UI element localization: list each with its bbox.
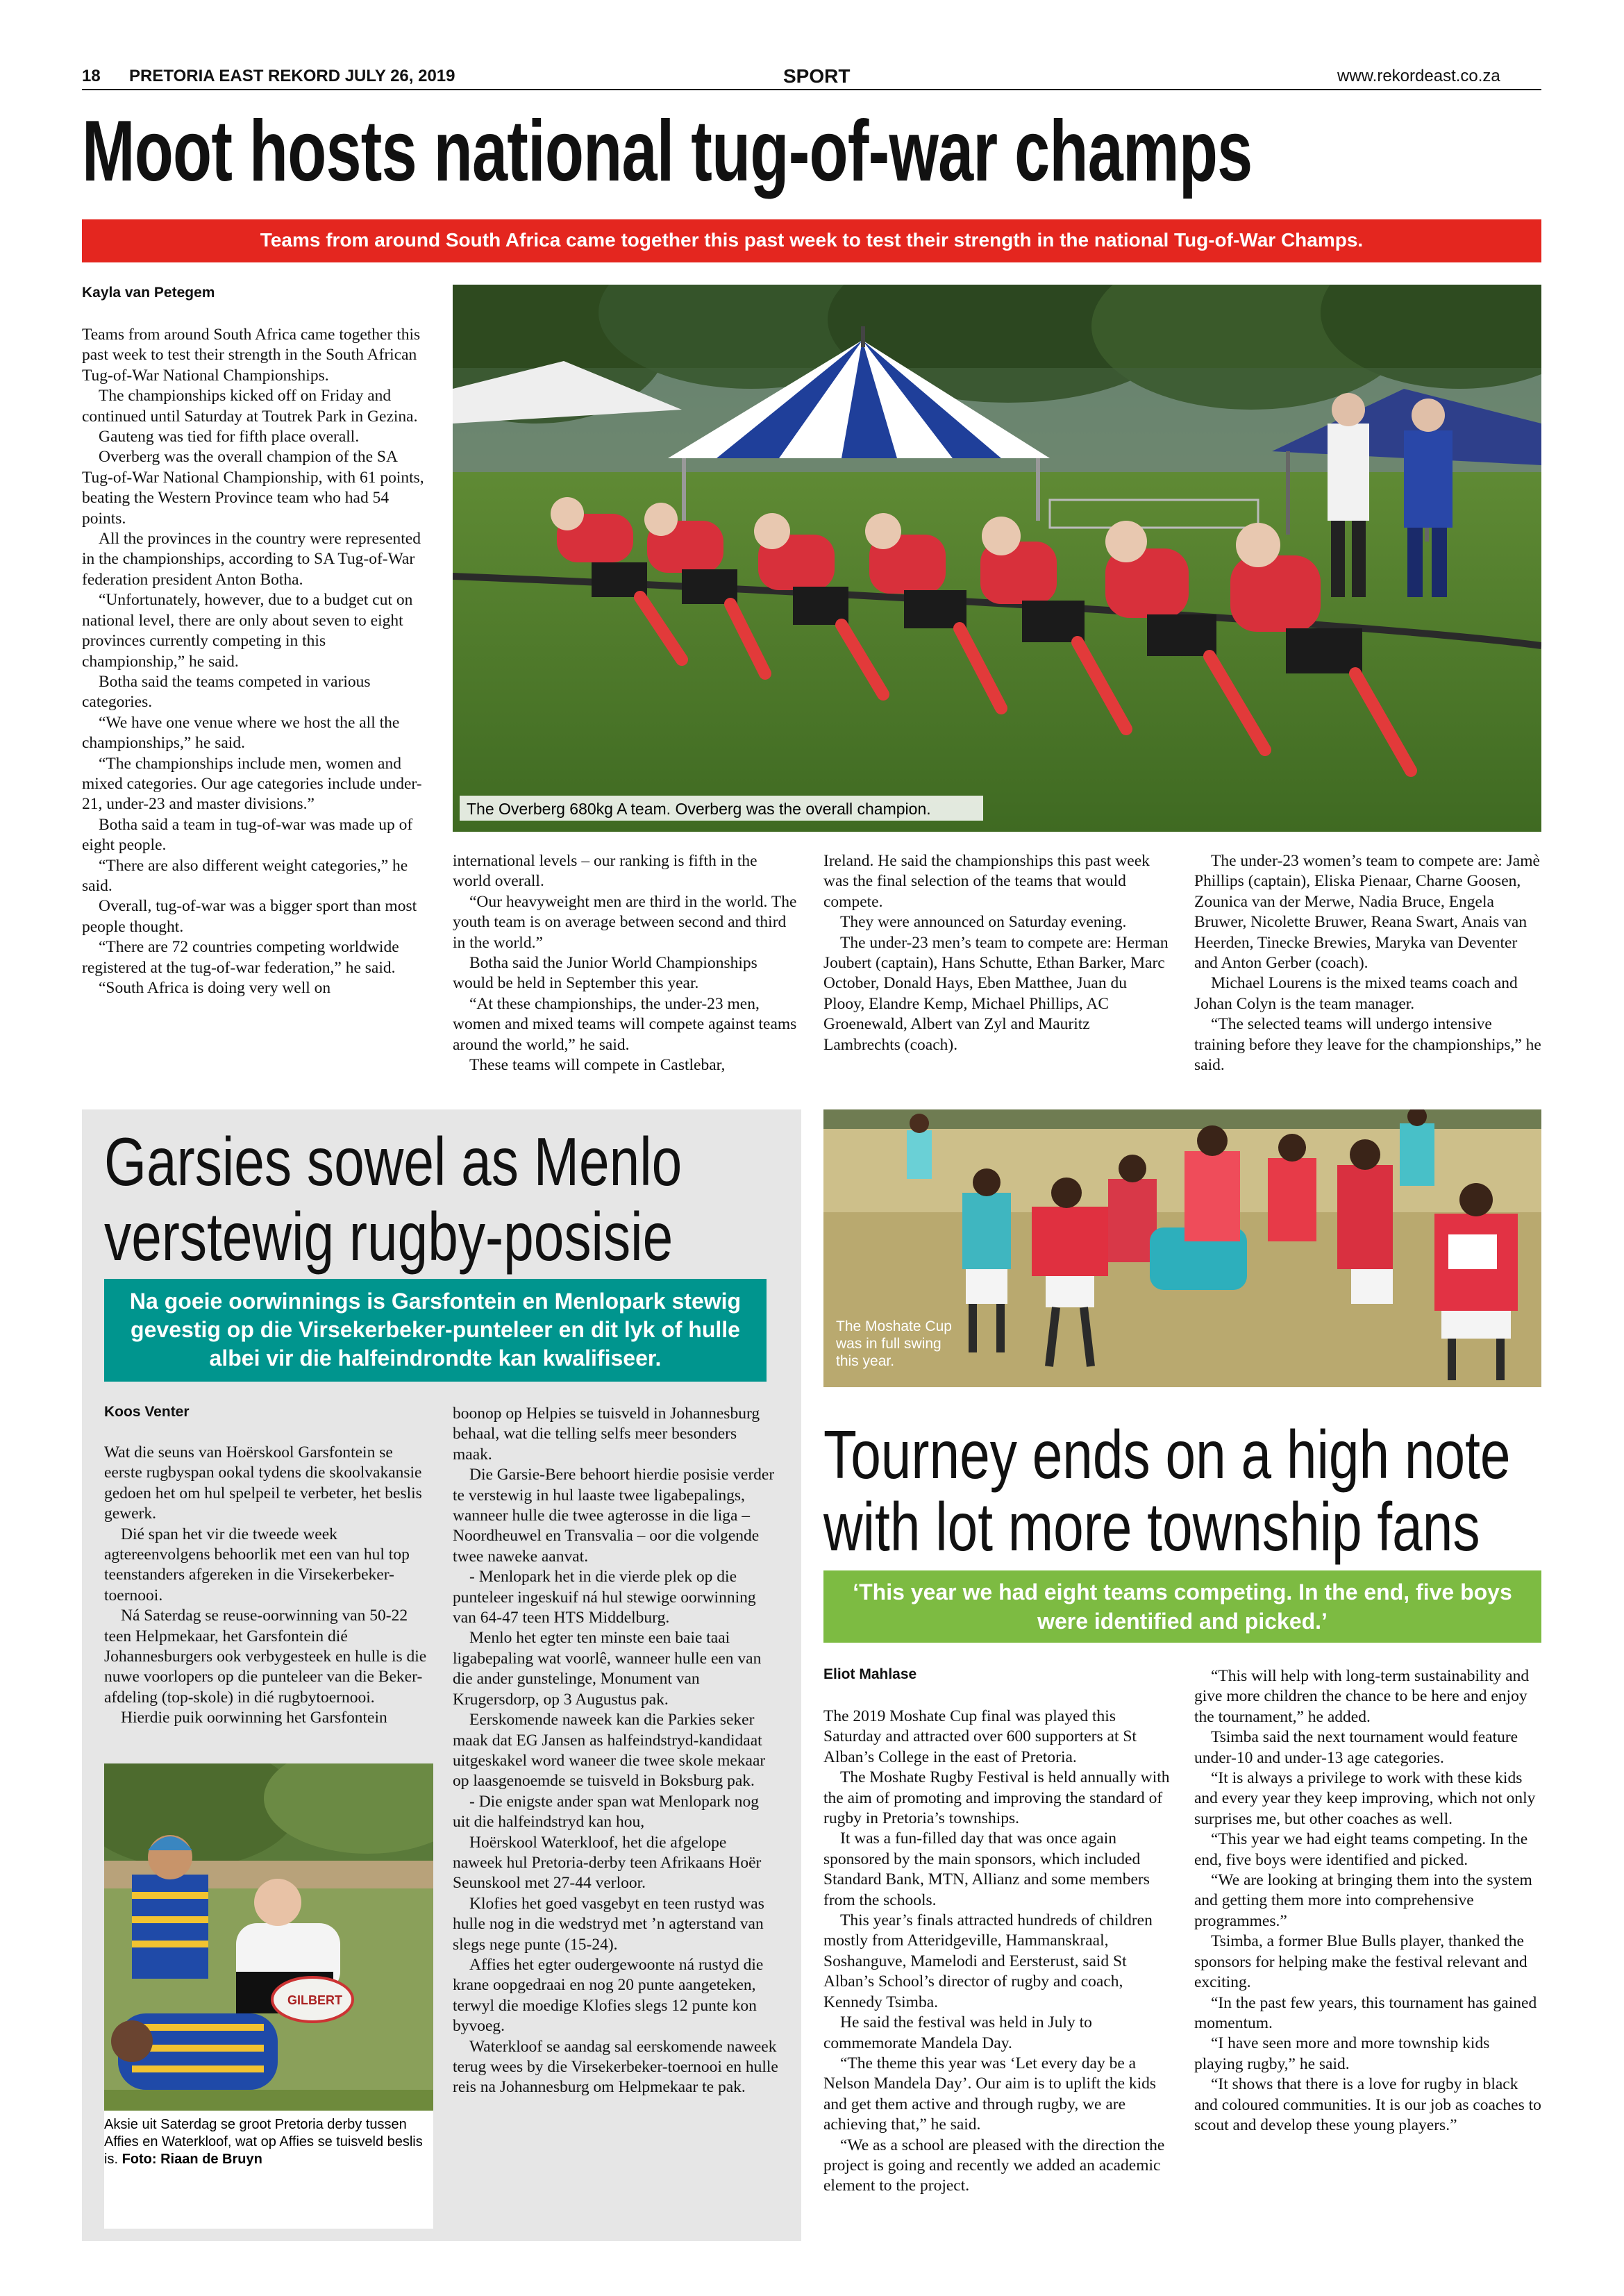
paragraph: Tsimba said the next tournament would feature under-10 and under-13 age categories.	[1194, 1728, 1518, 1767]
paragraph: “The championships include men, women and mixed categories. Our age categories include under-21, under-23 and master divisions.”	[82, 754, 422, 814]
tug-of-war-photo	[453, 285, 1541, 832]
paragraph: “It shows that there is a love for rugby in black and coloured communities. It is our job as coaches to scout and develop these young players.”	[1194, 2075, 1541, 2134]
moshate-cup-photo-caption: The Moshate Cup was in full swing this year.	[836, 1318, 952, 1369]
paragraph: The 2019 Moshate Cup final was played this Saturday and attracted over 600 supporters at St Alban’s College in the east of Pretoria.	[823, 1707, 1137, 1766]
rugby-derby-caption	[104, 2116, 433, 2168]
tug-of-war-illustration	[453, 285, 1541, 832]
paragraph: “We have one venue where we host the all the championships,” he said.	[82, 713, 400, 753]
paragraph: Klofies het goed vasgebyt en teen rustyd was hulle nog in die wedstryd met ’n agterstand van slegs nege punte (15-24).	[453, 1894, 764, 1954]
paragraph: The championships kicked off on Friday and continued until Saturday at Toutrek Park in Gezina.	[82, 387, 418, 426]
paragraph: - Menlopark het in die vierde plek op die punteleer ingeskuif ná hul stewige oorwinning van 64-47 teen HTS Middelburg.	[453, 1568, 756, 1627]
article2-column-1	[104, 1443, 430, 1729]
paragraph: “South Africa is doing very well on	[99, 979, 331, 997]
article3-column-1	[823, 1707, 1171, 2197]
paragraph: “There are 72 countries competing worldwide registered at the tug-of-war federation,” he said.	[82, 938, 399, 977]
website-url[interactable]: www.rekordeast.co.za	[1337, 67, 1500, 85]
paragraph: Michael Lourens is the mixed teams coach and Johan Colyn is the team manager.	[1194, 974, 1518, 1013]
article3-standfirst: ‘This year we had eight teams competing. In the end, five boys were identified and picked.’	[853, 1579, 1512, 1634]
article2-column-2	[453, 1404, 779, 2098]
article1-column-2	[453, 851, 798, 1075]
paragraph: “The selected teams will undergo intensive training before they leave for the championships,” he said.	[1194, 1015, 1541, 1075]
paragraph: Dié span het vir die tweede week agtereenvolgens behoorlik met een van hul top teenstanders afgereken in die Virsekerbeker-toernooi.	[104, 1525, 410, 1604]
article2-headline-line2: verstewig rugby-posisie	[104, 1198, 673, 1275]
paragraph: Teams from around South Africa came together this past week to test their strength in the South African Tug-of-War National Championships.	[82, 326, 421, 385]
article3-headline-line1: Tourney ends on a high note	[823, 1416, 1511, 1493]
paragraph: “I have seen more and more township kids playing rugby,” he said.	[1194, 2034, 1490, 2073]
paragraph: “There are also different weight categories,” he said.	[82, 856, 408, 895]
article2-headline-line1: Garsies sowel as Menlo	[104, 1123, 683, 1200]
article3-headline-line2: with lot more township fans	[823, 1489, 1480, 1565]
paragraph: Wat die seuns van Hoërskool Garsfontein se eerste rugbyspan ookal tydens die skoolvakansie gedoen het om hul spelpeil te verbeter, het beslis gewerk.	[104, 1443, 422, 1523]
tug-of-war-photo-caption: The Overberg 680kg A team. Overberg was the overall champion.	[467, 800, 931, 818]
paragraph: The Moshate Rugby Festival is held annually with the aim of promoting and improving the standard of rugby in Pretoria’s townships.	[823, 1768, 1170, 1828]
paragraph: Botha said the Junior World Championships would be held in September this year.	[453, 954, 757, 993]
paragraph: “Our heavyweight men are third in the world. The youth team is on average between second and third in the world.”	[453, 892, 797, 952]
rugby-derby-caption-text: Aksie uit Saterdag se groot Pretoria derby tussen Affies en Waterkloof, wat op Affies se tuisveld beslis is.	[104, 2117, 423, 2167]
paragraph: The under-23 men’s team to compete are: Herman Joubert (captain), Hans Schutte, Ethan Barker, Marc October, Donald Hays, Eben Matthee, Juan du Plooy, Elandre Kemp, Michael Phillips, AC Groenewald, Albert van Zyl and Mauritz Lambrechts (coach).	[823, 933, 1169, 1054]
article1-column-1	[82, 325, 428, 998]
paragraph: international levels – our ranking is fifth in the world overall.	[453, 852, 757, 891]
paragraph: They were announced on Saturday evening.	[840, 913, 1127, 932]
paragraph: Botha said a team in tug-of-war was made up of eight people.	[82, 815, 413, 855]
paragraph: Overberg was the overall champion of the SA Tug-of-War National Championship, with 61 points, beating the Western Province team who had 54 points.	[82, 448, 424, 528]
section-label: SPORT	[783, 65, 851, 87]
paragraph: Gauteng was tied for fifth place overall.	[99, 428, 360, 446]
page-number: 18	[82, 67, 101, 85]
paragraph: “In the past few years, this tournament has gained momentum.	[1194, 1993, 1537, 2032]
paragraph: This year’s finals attracted hundreds of children mostly from Atteridgeville, Hammanskraal, Soshanguve, Mamelodi and Eersterust, said St Alban’s School’s director of rugby and coach, Kennedy Tsimba.	[823, 1911, 1153, 2011]
paragraph: Waterkloof se aandag sal eerskomende naweek terug wees by die Virsekerbeker-toernooi en hulle reis na Johannesburg om Helpmekaar te pak.	[453, 2037, 778, 2097]
paragraph: Die Garsie-Bere behoort hierdie posisie verder te verstewig in hul laaste twee ligabepalings, wanneer hulle die twee agterosse in die liga – Noordheuwel en Transvalia – oor die volgende twee naweke aanvat.	[453, 1466, 775, 1566]
header-rule	[82, 89, 1541, 90]
paragraph: Hierdie puik oorwinning het Garsfontein	[121, 1709, 387, 1727]
paragraph: Botha said the teams competed in various categories.	[82, 672, 371, 712]
article1-headline: Moot hosts national tug-of-war champs	[82, 103, 1253, 199]
paragraph: Hoërskool Waterkloof, het die afgelope naweek hul Pretoria-derby teen Afrikaans Hoër Seunskool met 27-44 verloor.	[453, 1833, 762, 1893]
rugby-derby-illustration	[104, 1763, 433, 2111]
article1-column-4	[1194, 851, 1541, 1075]
paragraph: - Die enigste ander span wat Menlopark nog uit die halfeindstryd kan hou,	[453, 1792, 759, 1832]
paragraph: He said the festival was held in July to commemorate Mandela Day.	[823, 2013, 1092, 2052]
paragraph: “We as a school are pleased with the direction the project is going and recently we added an academic element to the project.	[823, 2136, 1165, 2195]
paragraph: “This will help with long-term sustainability and give more children the chance to be here and enjoy the tournament,” he added.	[1194, 1667, 1530, 1726]
paragraph: Overall, tug-of-war was a bigger sport than most people thought.	[82, 897, 417, 936]
rugby-derby-photo-credit: Foto: Riaan de Bruyn	[122, 2152, 262, 2167]
paragraph: “At these championships, the under-23 men, women and mixed teams will compete against teams around the world,” he said.	[453, 994, 797, 1054]
paragraph: It was a fun-filled day that was once again sponsored by the main sponsors, which included Standard Bank, MTN, Allianz and some members from the schools.	[823, 1829, 1150, 1909]
article3-column-2	[1194, 1666, 1541, 2136]
paragraph: “Unfortunately, however, due to a budget cut on national level, there are only about seven to eight provinces currently competing in this championship,” he said.	[82, 591, 413, 671]
paragraph: Menlo het egter ten minste een baie taai ligabepaling wat voorlê, wanneer hulle een van die ander gunstelinge, Monument van Krugersdorp, op 3 Augustus pak.	[453, 1629, 762, 1709]
paragraph: “It is always a privilege to work with these kids and every year they keep improving, which not only surprises me, but other coaches as well.	[1194, 1769, 1536, 1828]
article1-byline: Kayla van Petegem	[82, 285, 215, 301]
paragraph: Tsimba, a former Blue Bulls player, thanked the sponsors for helping make the festival relevant and exciting.	[1194, 1932, 1527, 1992]
ball-brand-text: GILBERT	[287, 1993, 342, 2007]
paragraph: The under-23 women’s team to compete are: Jamè Phillips (captain), Eliska Pienaar, Charne Goosen, Zounica van der Merwe, Nadia Bruce, Engela Bruwer, Nicolette Bruwer, Reana Swart, Anais van Heerden, Tinecke Brewies, Maryka van Deventer and Anton Gerber (coach).	[1194, 852, 1540, 973]
publication-date-line: PRETORIA EAST REKORD JULY 26, 2019	[129, 67, 455, 85]
article2-byline: Koos Venter	[104, 1404, 190, 1420]
paragraph: Ireland. He said the championships this past week was the final selection of the teams that would compete.	[823, 852, 1150, 911]
article1-column-3	[823, 851, 1169, 1055]
rugby-derby-photo	[104, 1763, 433, 2111]
paragraph: Ná Saterdag se reuse-oorwinning van 50-22 teen Helpmekaar, het Garsfontein dié Johannesburgers ook verbygesteek en hulle is die nuwe voorlopers op die punteleer van die Beker-afdeling (top-skole) in dié rugbytoernooi.	[104, 1607, 427, 1707]
article2-standfirst: Na goeie oorwinnings is Garsfontein en Menlopark stewig gevestig op die Virsekerbeker-punteleer en dit lyk of hulle albei vir die halfeindrondte kan kwalifiseer.	[129, 1289, 742, 1371]
paragraph: These teams will compete in Castlebar,	[469, 1056, 726, 1075]
paragraph: “This year we had eight teams competing. In the end, five boys were identified and picked.	[1194, 1830, 1528, 1869]
paragraph: Eerskomende naweek kan die Parkies seker maak dat EG Jansen as halfeindstryd-kandidaat uitgeskakel word waneer die twee skole mekaar op laasgenoemde se tuisveld in Boksburg pak.	[453, 1711, 766, 1791]
article1-standfirst: Teams from around South Africa came together this past week to test their strength in the national Tug-of-War Champs.	[260, 229, 1364, 251]
paragraph: “The theme this year was ‘Let every day be a Nelson Mandela Day’. Our aim is to uplift the kids and get them active and through rugby, we are achieving that,” he said.	[823, 2054, 1157, 2134]
paragraph: “We are looking at bringing them into the system and getting them more into comprehensive programmes.”	[1194, 1871, 1532, 1930]
paragraph: All the provinces in the country were represented in the championships, according to SA Tug-of-War federation president Anton Botha.	[82, 530, 421, 589]
paragraph: boonop op Helpies se tuisveld in Johannesburg behaal, wat die telling selfs meer besonders maak.	[453, 1405, 760, 1464]
article3-byline: Eliot Mahlase	[823, 1666, 917, 1682]
paragraph: Affies het egter oudergewoonte ná rustyd die krane oopgedraai en nog 20 punte aangeteken, terwyl die moedige Klofies slegs 12 punte kon byvoeg.	[453, 1955, 764, 2036]
